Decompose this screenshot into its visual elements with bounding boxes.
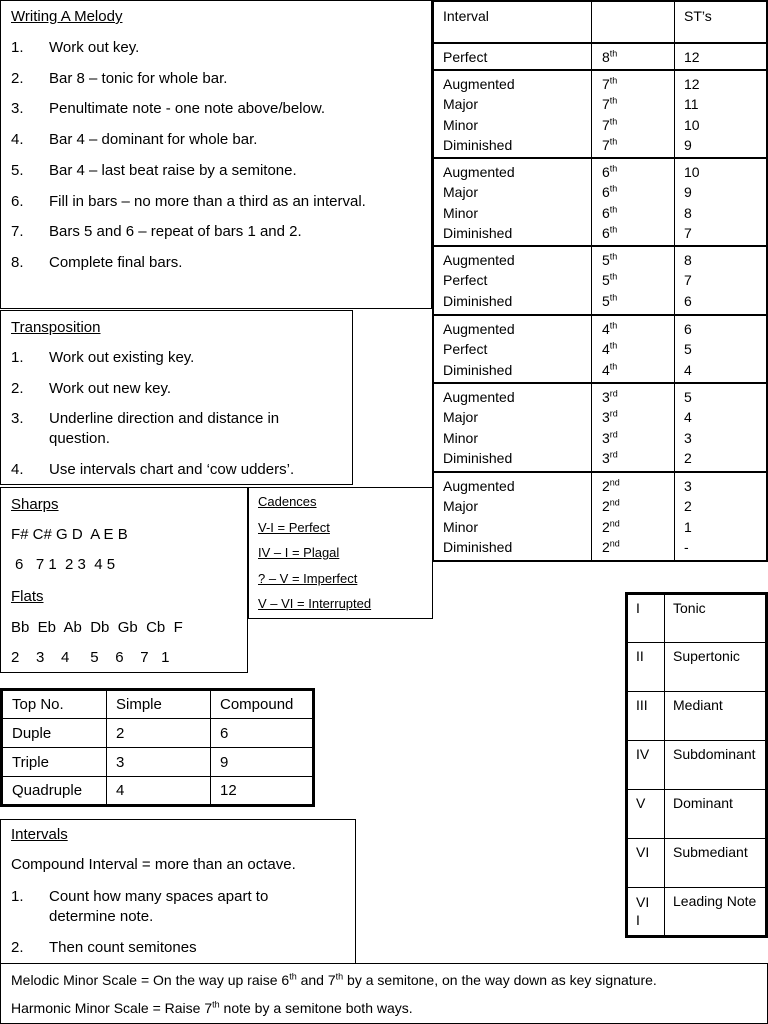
harmonic-minor-scale xyxy=(11,998,413,1018)
interval-quality: Diminished xyxy=(443,361,513,378)
interval-number-suffix: rd xyxy=(609,388,618,399)
degree-numeral: VI xyxy=(627,839,665,888)
transposition-num: 3. xyxy=(11,410,24,427)
interval-number-suffix: th xyxy=(609,360,618,371)
flats-notes: Bb Eb Ab Db Gb Cb F xyxy=(11,619,183,636)
interval-number xyxy=(602,291,617,311)
interval-number-suffix: nd xyxy=(609,477,620,488)
interval-quality: Augmented xyxy=(443,389,515,405)
degree-name: Mediant xyxy=(665,692,767,741)
interval-quality: Diminished xyxy=(443,224,513,241)
transposition-title: Transposition xyxy=(11,319,101,336)
interval-number xyxy=(602,537,620,557)
degree-numeral: I xyxy=(627,594,665,643)
interval-number xyxy=(602,115,617,135)
interval-number-value: 7 xyxy=(602,76,610,92)
interval-number xyxy=(602,360,617,380)
minor-scales-box xyxy=(0,963,768,1024)
melody-title: Writing A Melody xyxy=(11,8,123,25)
interval-semitones: 7 xyxy=(684,224,692,241)
interval-semitones: 9 xyxy=(684,136,692,153)
interval-number-value: 5 xyxy=(602,252,610,268)
interval-number-value: 5 xyxy=(602,292,610,309)
interval-quality: Diminished xyxy=(443,449,513,466)
interval-number-value: 4 xyxy=(602,321,610,337)
interval-table xyxy=(432,0,768,562)
transposition-num: 1. xyxy=(11,349,24,366)
scale-degree-table xyxy=(625,592,768,938)
interval-number xyxy=(602,94,617,114)
interval-number-value: 6 xyxy=(602,204,610,221)
melodic-minor-scale xyxy=(11,970,657,990)
interval-header-semitones: ST’s xyxy=(684,8,712,24)
interval-number-suffix: th xyxy=(609,48,618,59)
table-row xyxy=(2,777,314,806)
interval-number-value: 7 xyxy=(602,116,610,133)
interval-number-value: 3 xyxy=(602,389,610,405)
interval-semitones: 12 xyxy=(684,76,700,92)
interval-quality: Perfect xyxy=(443,49,488,65)
interval-number xyxy=(602,162,617,182)
table-cell: 3 xyxy=(107,748,211,777)
intervals-text: Count how many spaces apart to determine note. xyxy=(49,888,269,925)
interval-semitones: 7 xyxy=(684,272,692,289)
table-cell: 4 xyxy=(107,777,211,806)
table-cell: Quadruple xyxy=(2,777,107,806)
melody-step-num: 4. xyxy=(11,131,24,149)
degree-name: Tonic xyxy=(665,594,767,643)
interval-number-value: 6 xyxy=(602,224,610,241)
interval-semitones: 4 xyxy=(684,409,692,426)
interval-quality: Major xyxy=(443,96,479,113)
table-cell: Duple xyxy=(2,719,107,748)
melodic-text-b: and 7 xyxy=(296,972,336,988)
interval-semitones: 3 xyxy=(684,429,692,446)
interval-number-value: 2 xyxy=(602,518,610,535)
transposition-box xyxy=(0,310,353,485)
interval-number-suffix: nd xyxy=(609,517,620,528)
degree-numeral: III xyxy=(627,692,665,741)
interval-number-suffix: rd xyxy=(609,408,618,419)
interval-number-suffix: th xyxy=(609,340,618,351)
interval-number-suffix: th xyxy=(609,320,618,331)
interval-quality: Augmented xyxy=(443,252,515,268)
interval-quality: Major xyxy=(443,184,479,201)
interval-number-value: 8 xyxy=(602,49,610,65)
interval-number-suffix: nd xyxy=(609,497,620,508)
interval-group xyxy=(434,245,766,316)
interval-number xyxy=(602,387,618,407)
melody-box xyxy=(0,0,432,309)
interval-quality: Diminished xyxy=(443,538,513,555)
table-row xyxy=(2,748,314,777)
interval-number-value: 2 xyxy=(602,498,610,515)
sharps-numbers: 6 7 1 2 3 4 5 xyxy=(15,556,116,573)
interval-number-value: 3 xyxy=(602,429,610,446)
melodic-sup-1: th xyxy=(289,971,297,982)
interval-quality: Diminished xyxy=(443,292,513,309)
transposition-text: Use intervals chart and ‘cow udders’. xyxy=(49,461,295,478)
interval-number-value: 2 xyxy=(602,478,610,494)
interval-semitones: 8 xyxy=(684,204,692,221)
interval-number xyxy=(602,203,617,223)
interval-number-suffix: th xyxy=(609,251,618,262)
interval-number xyxy=(602,448,618,468)
interval-number-value: 4 xyxy=(602,361,610,378)
interval-semitones: 1 xyxy=(684,518,692,535)
interval-quality: Diminished xyxy=(443,136,513,153)
melody-step-text: Fill in bars – no more than a third as an interval. xyxy=(49,192,366,210)
interval-number xyxy=(602,223,617,243)
table-cell: Triple xyxy=(2,748,107,777)
interval-number xyxy=(602,407,618,427)
melody-step-num: 2. xyxy=(11,69,24,87)
intervals-num: 1. xyxy=(11,888,24,905)
intervals-box xyxy=(0,819,356,964)
table-row xyxy=(627,790,767,839)
degree-numeral: V xyxy=(627,790,665,839)
interval-semitones: 12 xyxy=(684,49,700,65)
melody-step-num: 5. xyxy=(11,161,24,179)
interval-number xyxy=(602,339,617,359)
melody-step-num: 8. xyxy=(11,253,24,271)
degree-name: Dominant xyxy=(665,790,767,839)
melody-step-text: Bar 8 – tonic for whole bar. xyxy=(49,69,228,87)
intervals-title: Intervals xyxy=(11,826,68,843)
degree-name: Supertonic xyxy=(665,643,767,692)
flats-numbers: 2 3 4 5 6 7 1 xyxy=(11,649,170,666)
table-cell: 6 xyxy=(211,719,314,748)
interval-group xyxy=(434,42,766,71)
interval-semitones: 9 xyxy=(684,184,692,201)
interval-group xyxy=(434,314,766,384)
interval-number-suffix: nd xyxy=(609,538,620,549)
interval-semitones: 2 xyxy=(684,498,692,515)
cadences-title: Cadences xyxy=(258,494,317,509)
interval-number-suffix: th xyxy=(609,291,618,302)
interval-number-suffix: th xyxy=(609,203,618,214)
melodic-text-c: by a semitone, on the way down as key signature. xyxy=(343,972,657,988)
interval-number xyxy=(602,182,617,202)
degree-name: Leading Note xyxy=(665,888,767,937)
interval-quality: Major xyxy=(443,409,479,426)
table-row xyxy=(627,839,767,888)
table-header-cell: Simple xyxy=(107,690,211,719)
interval-quality: Minor xyxy=(443,204,479,221)
flats-title: Flats xyxy=(11,588,44,605)
melody-step-text: Penultimate note - one note above/below. xyxy=(49,100,326,118)
interval-number xyxy=(602,250,617,270)
interval-number-value: 4 xyxy=(602,341,610,358)
table-header-cell: Top No. xyxy=(2,690,107,719)
transposition-text: Underline direction and distance in question. xyxy=(49,410,280,447)
time-signature-table xyxy=(0,688,315,807)
interval-number xyxy=(602,496,620,516)
degree-numeral: VI I xyxy=(627,888,665,937)
degree-numeral: IV xyxy=(627,741,665,790)
sharps-flats-box xyxy=(0,487,248,673)
melody-step-text: Work out key. xyxy=(49,39,140,56)
interval-number-value: 5 xyxy=(602,272,610,289)
transposition-num: 4. xyxy=(11,461,24,478)
interval-quality: Minor xyxy=(443,429,479,446)
harmonic-text-b: note by a semitone both ways. xyxy=(219,1000,413,1016)
interval-quality: Minor xyxy=(443,116,479,133)
table-row xyxy=(2,719,314,748)
interval-quality: Augmented xyxy=(443,478,515,494)
melody-step-num: 7. xyxy=(11,223,24,241)
interval-number-value: 6 xyxy=(602,184,610,201)
interval-quality: Perfect xyxy=(443,341,488,358)
interval-semitones: 5 xyxy=(684,389,692,405)
harmonic-text-a: Harmonic Minor Scale = Raise 7 xyxy=(11,1000,213,1016)
interval-number-value: 7 xyxy=(602,136,610,153)
table-row xyxy=(627,692,767,741)
table-row xyxy=(627,741,767,790)
interval-quality: Augmented xyxy=(443,321,515,337)
interval-quality: Major xyxy=(443,498,479,515)
degree-numeral: II xyxy=(627,643,665,692)
table-cell: 2 xyxy=(107,719,211,748)
melody-step-num: 1. xyxy=(11,39,24,56)
cadences-box xyxy=(248,487,433,619)
intervals-num: 2. xyxy=(11,939,24,956)
degree-name: Submediant xyxy=(665,839,767,888)
interval-number xyxy=(602,270,617,290)
cadence-item: V-I = Perfect xyxy=(258,520,330,535)
interval-semitones: 3 xyxy=(684,478,692,494)
interval-number xyxy=(602,319,617,339)
melody-step-text: Bar 4 – dominant for whole bar. xyxy=(49,131,258,149)
interval-number-suffix: th xyxy=(609,75,618,86)
interval-quality: Perfect xyxy=(443,272,488,289)
interval-group xyxy=(434,382,766,473)
interval-semitones: 8 xyxy=(684,252,692,268)
melodic-sup-2: th xyxy=(335,971,344,982)
interval-semitones: 6 xyxy=(684,292,692,309)
melody-step-text: Complete final bars. xyxy=(49,253,183,271)
table-row xyxy=(2,690,314,719)
interval-number-suffix: rd xyxy=(609,428,618,439)
interval-number-suffix: th xyxy=(609,115,618,126)
interval-number-suffix: th xyxy=(609,163,618,174)
interval-number-suffix: th xyxy=(609,95,618,106)
melody-step-num: 3. xyxy=(11,100,24,118)
interval-number xyxy=(602,517,620,537)
interval-number-suffix: th xyxy=(609,271,618,282)
melody-step-text: Bar 4 – last beat raise by a semitone. xyxy=(49,161,297,179)
interval-semitones: 2 xyxy=(684,449,692,466)
interval-number-suffix: th xyxy=(609,224,618,235)
interval-number-suffix: th xyxy=(609,136,618,147)
interval-group xyxy=(434,471,766,562)
degree-name: Subdominant xyxy=(665,741,767,790)
interval-number-value: 7 xyxy=(602,96,610,113)
interval-semitones: 10 xyxy=(684,164,700,180)
interval-quality: Augmented xyxy=(443,76,515,92)
interval-group xyxy=(434,157,766,247)
interval-number xyxy=(602,428,618,448)
table-row xyxy=(627,643,767,692)
transposition-text: Work out new key. xyxy=(49,380,171,397)
cadence-item: IV – I = Plagal xyxy=(258,545,340,560)
cadence-item: ? – V = Imperfect xyxy=(258,571,358,586)
interval-semitones: 5 xyxy=(684,341,692,358)
interval-number xyxy=(602,47,617,67)
table-row xyxy=(627,888,767,937)
interval-semitones: 11 xyxy=(684,96,699,113)
interval-number xyxy=(602,135,617,155)
interval-group xyxy=(434,69,766,159)
melodic-text-a: Melodic Minor Scale = On the way up raise 6 xyxy=(11,972,290,988)
melody-step-num: 6. xyxy=(11,192,24,210)
interval-semitones: 4 xyxy=(684,361,692,378)
sharps-title: Sharps xyxy=(11,496,59,513)
table-row xyxy=(627,594,767,643)
harmonic-sup: th xyxy=(212,999,220,1010)
interval-semitones: 10 xyxy=(684,116,700,133)
table-cell: 9 xyxy=(211,748,314,777)
interval-header-interval: Interval xyxy=(443,8,489,24)
interval-number-value: 2 xyxy=(602,538,610,555)
transposition-num: 2. xyxy=(11,380,24,397)
interval-number-suffix: rd xyxy=(609,449,618,460)
melody-step-text: Bars 5 and 6 – repeat of bars 1 and 2. xyxy=(49,223,302,241)
interval-number-suffix: th xyxy=(609,183,618,194)
interval-quality: Augmented xyxy=(443,164,515,180)
interval-quality: Minor xyxy=(443,518,479,535)
interval-semitones: - xyxy=(684,538,689,555)
sharps-notes: F# C# G D A E B xyxy=(11,526,128,543)
table-header-cell: Compound xyxy=(211,690,314,719)
cadence-item: V – VI = Interrupted xyxy=(258,596,372,611)
table-cell: 12 xyxy=(211,777,314,806)
compound-interval-definition: Compound Interval = more than an octave. xyxy=(11,856,296,873)
interval-number-value: 3 xyxy=(602,409,610,426)
transposition-text: Work out existing key. xyxy=(49,349,195,366)
interval-number-value: 6 xyxy=(602,164,610,180)
intervals-text: Then count semitones xyxy=(49,939,197,956)
interval-number xyxy=(602,476,620,496)
interval-number-value: 3 xyxy=(602,449,610,466)
interval-semitones: 6 xyxy=(684,321,692,337)
interval-number xyxy=(602,74,617,94)
